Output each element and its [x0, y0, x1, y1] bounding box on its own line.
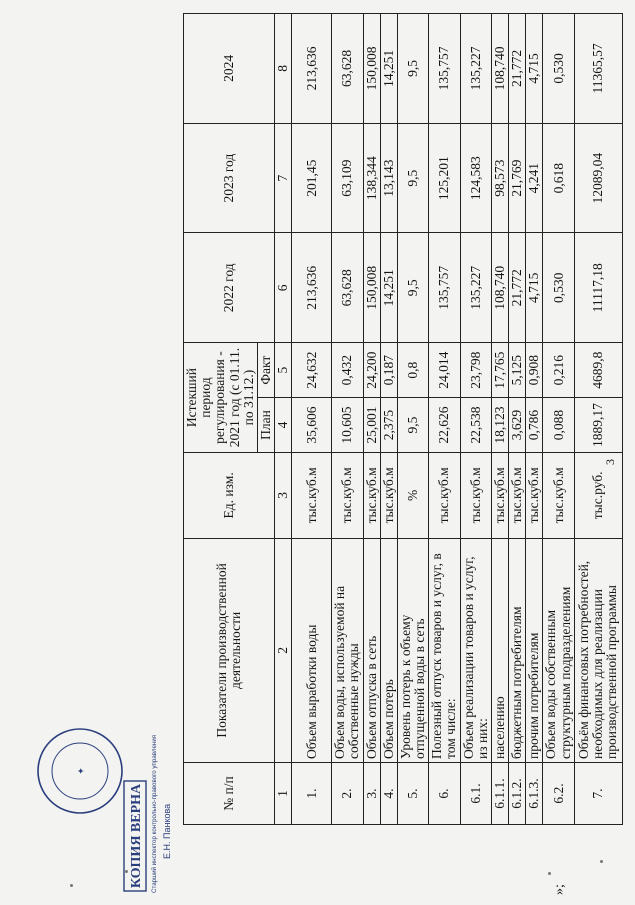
col-number: 3	[275, 452, 292, 538]
col-number: 1	[275, 762, 292, 824]
cell-y2023: 13,143	[380, 123, 397, 233]
cell-fact: 5,125	[509, 343, 526, 398]
col-number: 6	[275, 233, 292, 343]
cell-y2024: 63,628	[332, 14, 363, 124]
header-indicator: Показатели производственной деятельности	[184, 538, 275, 762]
cell-plan: 25,001	[363, 398, 380, 453]
header-2022: 2022 год	[184, 233, 275, 343]
cell-name: Объем реализации товаров и услуг, из них:	[460, 538, 491, 762]
cell-y2024: 0,530	[543, 14, 574, 124]
cell-name: Объем выработки воды	[292, 538, 332, 762]
cell-y2022: 0,530	[543, 233, 574, 343]
cell-unit: тыс.куб.м	[543, 452, 574, 538]
col-number: 4	[275, 398, 292, 453]
cell-plan: 3,629	[509, 398, 526, 453]
cell-name: прочим потребителям	[526, 538, 543, 762]
col-number: 5	[275, 343, 292, 398]
header-2023: 2023 год	[184, 123, 275, 233]
cell-unit: тыс.куб.м	[363, 452, 380, 538]
cell-plan: 35,606	[292, 398, 332, 453]
cell-y2024: 14,251	[380, 14, 397, 124]
cell-plan: 0,786	[526, 398, 543, 453]
cell-plan: 1889,17	[574, 398, 622, 453]
cell-name: бюджетным потребителям	[509, 538, 526, 762]
cell-num: 3.	[363, 762, 380, 824]
cell-unit: тыс.куб.м	[526, 452, 543, 538]
cell-fact: 23,798	[460, 343, 491, 398]
cell-name: Объем воды собственным структурным подразделениям	[543, 538, 574, 762]
seal-emblem-icon: ✦	[77, 767, 87, 775]
cell-y2022: 150,008	[363, 233, 380, 343]
cell-y2023: 125,201	[429, 123, 460, 233]
cell-y2024: 213,636	[292, 14, 332, 124]
cell-num: 6.2.	[543, 762, 574, 824]
header-period: Истекший период регулирования - 2021 год (с 01.11. по 31.12.)	[184, 343, 258, 453]
cell-y2023: 98,573	[491, 123, 508, 233]
cell-unit: тыс.куб.м	[292, 452, 332, 538]
table-row	[363, 14, 380, 825]
table-row	[332, 14, 363, 825]
cell-plan: 0,088	[543, 398, 574, 453]
table-row	[460, 14, 491, 825]
stamp-title: КОПИЯ ВЕРНА	[129, 783, 144, 889]
cell-y2022: 135,757	[429, 233, 460, 343]
table-row	[429, 14, 460, 825]
header-2024: 2024	[184, 14, 275, 124]
col-number: 7	[275, 123, 292, 233]
cell-unit: тыс.руб.	[574, 452, 622, 538]
cell-unit: тыс.куб.м	[429, 452, 460, 538]
cell-y2024: 135,757	[429, 14, 460, 124]
cell-y2024: 4,715	[526, 14, 543, 124]
cell-y2022: 213,636	[292, 233, 332, 343]
cell-name: населению	[491, 538, 508, 762]
table-body	[292, 14, 623, 825]
cell-y2022: 108,740	[491, 233, 508, 343]
cell-fact: 24,632	[292, 343, 332, 398]
cell-y2024: 21,772	[509, 14, 526, 124]
cell-y2023: 12089,04	[574, 123, 622, 233]
cell-y2022: 11117,18	[574, 233, 622, 343]
cell-name: Объем воды, используемой на собственные нужды	[332, 538, 363, 762]
stamp-line2: Е.Н. Панкова	[162, 803, 172, 859]
cell-y2023: 4,241	[526, 123, 543, 233]
table-row	[526, 14, 543, 825]
cell-num: 6.1.3.	[526, 762, 543, 824]
copy-stamp	[6, 719, 176, 899]
cell-unit: тыс.куб.м	[460, 452, 491, 538]
table-row	[574, 14, 622, 825]
cell-y2023: 63,109	[332, 123, 363, 233]
header-num: № п/п	[184, 762, 275, 824]
cell-fact: 0,8	[397, 343, 428, 398]
cell-name: Объем потерь	[380, 538, 397, 762]
cell-y2024: 135,227	[460, 14, 491, 124]
cell-fact: 24,014	[429, 343, 460, 398]
cell-unit: тыс.куб.м	[380, 452, 397, 538]
cell-fact: 0,216	[543, 343, 574, 398]
table-row	[543, 14, 574, 825]
cell-y2023: 21,769	[509, 123, 526, 233]
col-number: 2	[275, 538, 292, 762]
cell-num: 7.	[574, 762, 622, 824]
header-plan: План	[257, 398, 274, 453]
cell-y2024: 150,008	[363, 14, 380, 124]
page-number: 3	[603, 459, 617, 465]
cell-y2022: 135,227	[460, 233, 491, 343]
cell-y2022: 4,715	[526, 233, 543, 343]
cell-y2024: 11365,57	[574, 14, 622, 124]
cell-y2023: 0,618	[543, 123, 574, 233]
cell-name: Объём финансовых потребностей, необходимых для реализации производственной программы	[574, 538, 622, 762]
production-table	[183, 13, 623, 825]
cell-unit: тыс.куб.м	[332, 452, 363, 538]
cell-unit: тыс.куб.м	[491, 452, 508, 538]
cell-fact: 17,765	[491, 343, 508, 398]
cell-plan: 22,538	[460, 398, 491, 453]
cell-num: 6.	[429, 762, 460, 824]
cell-plan: 18,123	[491, 398, 508, 453]
cell-plan: 10,605	[332, 398, 363, 453]
cell-name: Объем отпуска в сеть	[363, 538, 380, 762]
cell-y2022: 63,628	[332, 233, 363, 343]
column-numbers-row	[275, 14, 292, 825]
cell-num: 5.	[397, 762, 428, 824]
cell-num: 6.1.1.	[491, 762, 508, 824]
cell-y2024: 108,740	[491, 14, 508, 124]
header-row-1	[184, 14, 258, 825]
cell-y2022: 9,5	[397, 233, 428, 343]
stamp-line1: Старший инспектор контрольно-правового управления	[151, 734, 158, 893]
cell-unit: %	[397, 452, 428, 538]
header-unit: Ед. изм.	[184, 452, 275, 538]
cell-y2023: 138,344	[363, 123, 380, 233]
cell-y2022: 14,251	[380, 233, 397, 343]
table-row	[491, 14, 508, 825]
cell-y2023: 124,583	[460, 123, 491, 233]
cell-unit: тыс.куб.м	[509, 452, 526, 538]
cell-y2023: 9,5	[397, 123, 428, 233]
cell-num: 6.1.	[460, 762, 491, 824]
cell-plan: 22,626	[429, 398, 460, 453]
cell-plan: 2,375	[380, 398, 397, 453]
table-row	[509, 14, 526, 825]
stamp-graphic	[6, 719, 176, 899]
cell-fact: 0,187	[380, 343, 397, 398]
table-row	[397, 14, 428, 825]
cell-name: Уровень потерь к объему отпущенной воды в сеть	[397, 538, 428, 762]
cell-num: 1.	[292, 762, 332, 824]
cell-fact: 0,908	[526, 343, 543, 398]
table-row	[292, 14, 332, 825]
cell-fact: 0,432	[332, 343, 363, 398]
cell-num: 6.1.2.	[509, 762, 526, 824]
cell-fact: 4689,8	[574, 343, 622, 398]
closing-quote: »;	[552, 884, 567, 895]
cell-y2024: 9,5	[397, 14, 428, 124]
cell-y2022: 21,772	[509, 233, 526, 343]
cell-num: 2.	[332, 762, 363, 824]
col-number: 8	[275, 14, 292, 124]
header-fact: Факт	[257, 343, 274, 398]
cell-fact: 24,200	[363, 343, 380, 398]
cell-plan: 9,5	[397, 398, 428, 453]
cell-name: Полезный отпуск товаров и услуг, в том числе:	[429, 538, 460, 762]
cell-y2023: 201,45	[292, 123, 332, 233]
cell-num: 4.	[380, 762, 397, 824]
table-row	[380, 14, 397, 825]
